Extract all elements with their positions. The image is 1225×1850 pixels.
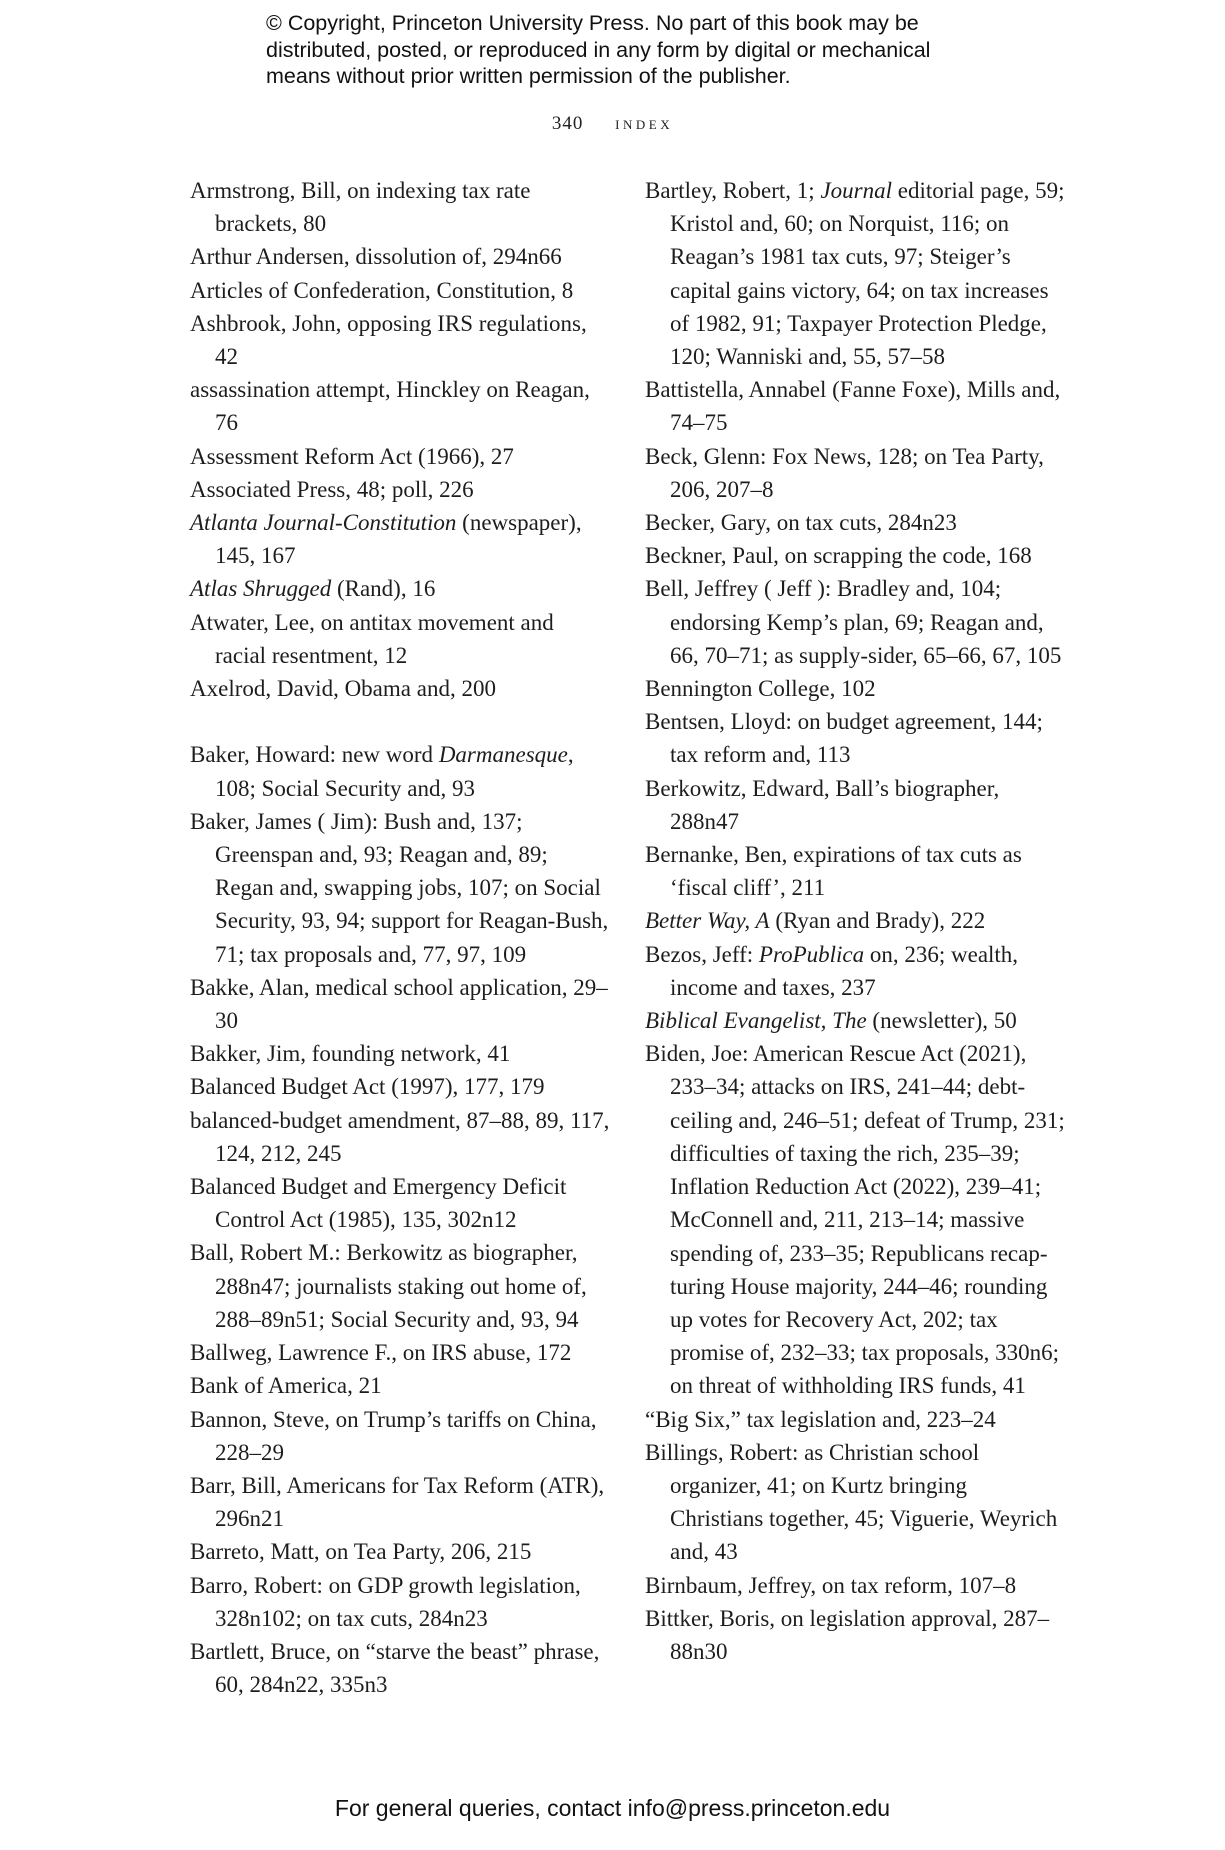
- index-column-left: [190, 174, 610, 1701]
- index-entry: [190, 1635, 610, 1701]
- entry-text: Bentsen, Lloyd: on budget agreement, 144; tax reform and, 113: [645, 709, 1043, 768]
- entry-text: Bezos, Jeff:: [645, 941, 759, 967]
- entry-text: “Big Six,” tax legislation and, 223–24: [645, 1406, 996, 1432]
- index-entry: [645, 838, 1065, 904]
- index-entry: [190, 373, 610, 439]
- index-entry: [645, 1403, 1065, 1436]
- entry-text: Arthur Andersen, dissolution of, 294n66: [190, 244, 562, 270]
- index-entry: [645, 174, 1065, 373]
- entry-text: Associated Press, 48; poll, 226: [190, 476, 474, 502]
- index-entry: [190, 606, 610, 672]
- index-entry: [645, 1037, 1065, 1402]
- index-entry: [190, 1336, 610, 1369]
- index-entry: [190, 1535, 610, 1568]
- index-entry: [645, 373, 1065, 439]
- entry-text: Beckner, Paul, on scrapping the code, 168: [645, 543, 1032, 569]
- index-entry: [645, 1004, 1065, 1037]
- entry-text: Berkowitz, Edward, Ball’s biographer, 288n47: [645, 775, 1000, 834]
- index-entry: [645, 938, 1065, 1004]
- entry-text: (Rand), 16: [331, 576, 436, 602]
- index-entry: [190, 307, 610, 373]
- index-entry: [190, 1170, 610, 1236]
- entry-title-italic: Biblical Evangelist, The: [645, 1008, 867, 1034]
- page-title: index: [615, 113, 674, 134]
- entry-text: Assessment Reform Act (1966), 27: [190, 443, 514, 469]
- entry-text: Bartlett, Bruce, on “starve the beast” phrase, 60, 284n22, 335n3: [190, 1638, 600, 1698]
- entry-text: Baker, Howard: new word: [190, 742, 439, 768]
- entry-text: Bannon, Steve, on Trump’s tariffs on China, 228–29: [190, 1406, 597, 1465]
- entry-text: Becker, Gary, on tax cuts, 284n23: [645, 510, 957, 536]
- index-entry: [190, 1104, 610, 1170]
- entry-title-italic: ProPublica: [758, 941, 865, 967]
- entry-text: Ball, Robert M.: Berkowitz as biographer, 288n47; journalists staking out home of, 288–89n51; Social Security and, 93, 94: [190, 1240, 587, 1332]
- entry-text: assassination attempt, Hinckley on Reagan, 76: [190, 377, 590, 436]
- entry-text: editorial page, 59; Kristol and, 60; on Norquist, 116; on Reagan’s 1981 tax cuts, 97; Steiger’s capital gains victory, 64; on tax increases of 1982, 91; Taxpayer Protection Pledge, 120; Wanniski and, 55, 57–58: [670, 178, 1065, 370]
- entry-text: Barr, Bill, Americans for Tax Reform (ATR), 296n21: [190, 1472, 605, 1532]
- index-entry: [645, 1569, 1065, 1602]
- entry-text: Baker, James ( Jim): Bush and, 137; Greenspan and, 93; Reagan and, 89; Regan and, swapping jobs, 107; on Social Security, 93, 94; support for Reagan-Bush, 71; tax proposals and, 77, 97, 109: [190, 808, 609, 967]
- index-entry: [190, 440, 610, 473]
- entry-text: Balanced Budget and Emergency Deficit Control Act (1985), 135, 302n12: [190, 1174, 567, 1233]
- entry-text: Ballweg, Lawrence F., on IRS abuse, 172: [190, 1340, 572, 1366]
- index-entry: [645, 572, 1065, 672]
- index-entry: [645, 506, 1065, 539]
- index-column-right: [645, 174, 1065, 1668]
- index-entry: [645, 539, 1065, 572]
- entry-text: , 108; Social Security and, 93: [215, 742, 574, 801]
- entry-text: balanced-budget amendment, 87–88, 89, 117, 124, 212, 245: [190, 1107, 610, 1166]
- entry-title-italic: Atlas Shrugged: [190, 576, 332, 602]
- entry-title-italic: Journal: [820, 178, 893, 203]
- entry-title-italic: Atlanta Journal-Constitution: [190, 510, 457, 536]
- entry-text: Articles of Confederation, Constitution, 8: [190, 277, 574, 303]
- entry-title-italic: Better Way, A: [645, 908, 770, 934]
- index-entry: [190, 1469, 610, 1535]
- entry-text: Beck, Glenn: Fox News, 128; on Tea Party, 206, 207–8: [645, 443, 1044, 502]
- entry-text: (newspaper), 145, 167: [215, 510, 582, 569]
- entry-text: Bernanke, Ben, expirations of tax cuts as ‘fiscal cliff’, 211: [645, 842, 1022, 901]
- index-entry: [645, 1436, 1065, 1569]
- index-entry: [190, 1236, 610, 1336]
- entry-text: Battistella, Annabel (Fanne Foxe), Mills and, 74–75: [645, 377, 1061, 436]
- entry-text: Bittker, Boris, on legislation approval, 287–88n30: [645, 1605, 1050, 1664]
- entry-text: Bennington College, 102: [645, 676, 876, 702]
- page-number: 340: [551, 113, 584, 134]
- entry-text: (newsletter), 50: [866, 1008, 1017, 1034]
- index-entry: [645, 440, 1065, 506]
- index-entry: [190, 572, 610, 605]
- entry-text: Ashbrook, John, opposing IRS regulations, 42: [190, 310, 587, 370]
- index-entry: [190, 805, 610, 971]
- entry-text: Bakker, Jim, founding network, 41: [190, 1041, 511, 1067]
- entry-text: Barreto, Matt, on Tea Party, 206, 215: [190, 1539, 532, 1565]
- entry-text: Bakke, Alan, medical school application, 29–30: [190, 974, 608, 1034]
- index-entry: [190, 473, 610, 506]
- entry-text: Bank of America, 21: [190, 1373, 382, 1399]
- entry-text: (Ryan and Brady), 222: [769, 908, 986, 934]
- copyright-notice: © Copyright, Princeton University Press. No part of this book may be distributed, posted, or reproduced in any form by digital or mechanical means without prior written permission of the publisher.: [266, 11, 931, 88]
- entry-title-italic: Darmanesque: [438, 742, 568, 768]
- index-entry: [190, 738, 610, 804]
- index-entry: [645, 772, 1065, 838]
- index-entry: [190, 1037, 610, 1070]
- index-entry: [190, 274, 610, 307]
- entry-text: Axelrod, David, Obama and, 200: [190, 676, 496, 702]
- index-entry: [645, 705, 1065, 771]
- running-head: [0, 113, 1225, 135]
- index-entry: [190, 1403, 610, 1469]
- entry-text: Birnbaum, Jeffrey, on tax reform, 107–8: [645, 1572, 1017, 1598]
- index-entry: [190, 174, 610, 240]
- index-entry: [645, 672, 1065, 705]
- entry-text: Biden, Joe: American Rescue Act (2021), 233–34; attacks on IRS, 241–44; debt-ceiling and, 246–51; defeat of Trump, 231; difficulties of taxing the rich, 235–39; Inflation Reduction Act (2022), 239–41; McConnell and, 211, 213–14; massive spending of, 233–35; Republicans recapturing House majority, 244–46; rounding up votes for Recovery Act, 202; tax promise of, 232–33; tax proposals, 330n6; on threat of withholding IRS funds, 41: [645, 1041, 1065, 1399]
- index-entry: [190, 1369, 610, 1402]
- index-entry: [645, 1602, 1065, 1668]
- entry-text: Armstrong, Bill, on indexing tax rate brackets, 80: [190, 178, 531, 237]
- index-entry: [190, 1569, 610, 1635]
- entry-text: Balanced Budget Act (1997), 177, 179: [190, 1074, 545, 1100]
- entry-text: Atwater, Lee, on antitax movement and racial resentment, 12: [190, 609, 554, 668]
- index-entry: [190, 1070, 610, 1103]
- index-entry: [190, 240, 610, 273]
- entry-text: Bell, Jeffrey ( Jeff ): Bradley and, 104; endorsing Kemp’s plan, 69; Reagan and, 66, 70–71; as supply-sider, 65–66, 67, 105: [645, 576, 1062, 668]
- footer-contact: For general queries, contact info@press.princeton.edu: [334, 1795, 891, 1821]
- index-entry: [190, 672, 610, 705]
- entry-text: Bartley, Robert, 1;: [645, 178, 821, 203]
- index-entry: [645, 904, 1065, 937]
- entry-text: on, 236; wealth, income and taxes, 237: [670, 941, 1019, 1000]
- index-entry: [190, 971, 610, 1037]
- index-entry: [190, 506, 610, 572]
- entry-text: Barro, Robert: on GDP growth legislation, 328n102; on tax cuts, 284n23: [190, 1572, 581, 1631]
- entry-text: Billings, Robert: as Christian school organizer, 41; on Kurtz bringing Christians together, 45; Viguerie, Weyrich and, 43: [645, 1439, 1058, 1565]
